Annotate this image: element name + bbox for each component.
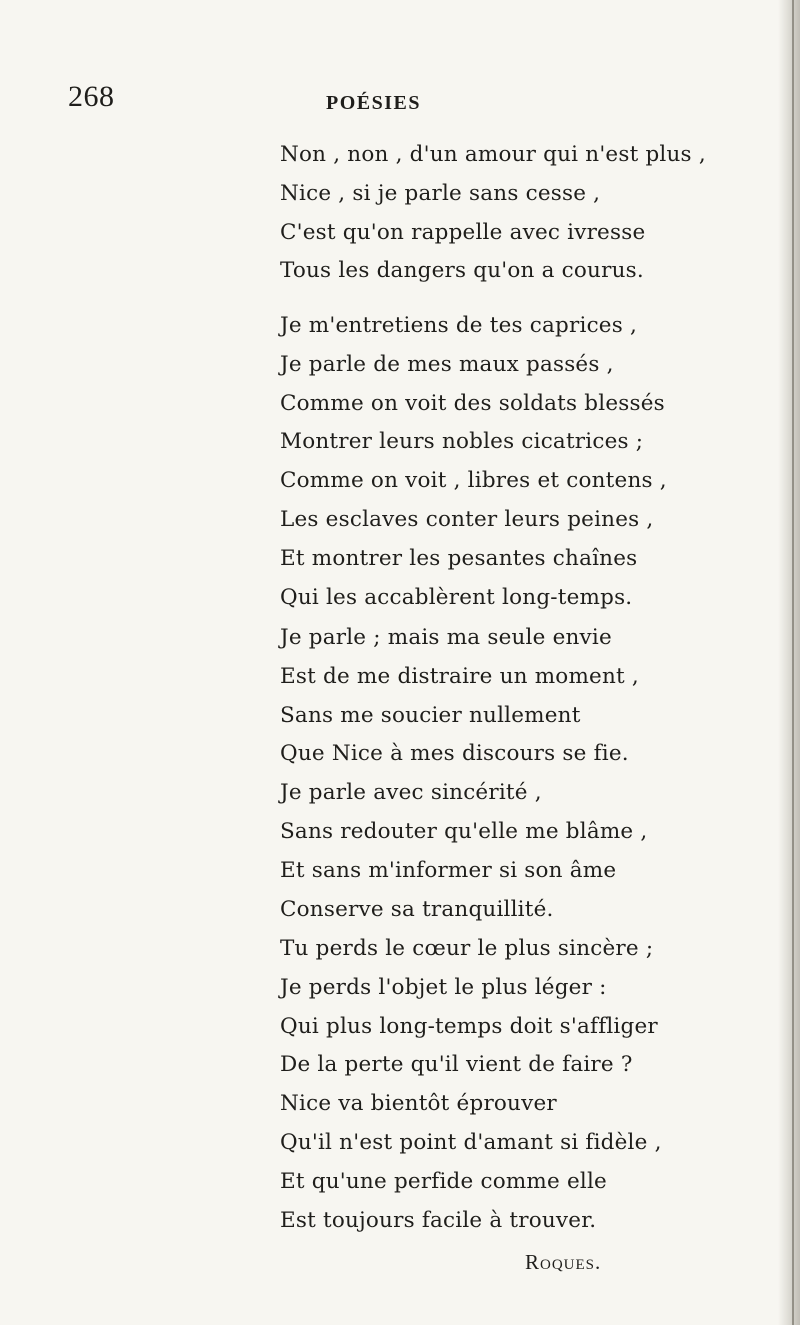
verse-line: Je parle avec sincérité ,	[280, 780, 542, 806]
stanza-4	[280, 930, 662, 1240]
verse-line: Qui plus long-temps doit s'affliger	[280, 1013, 658, 1039]
stanza-1	[280, 136, 706, 291]
verse-line: C'est qu'on rappelle avec ivresse	[280, 219, 646, 245]
running-title: POÉSIES	[326, 92, 421, 114]
verse-line: Je m'entretiens de tes caprices ,	[280, 313, 638, 338]
verse-line: Qu'il n'est point d'amant si fidèle ,	[280, 1129, 662, 1155]
verse-line: Je parle ; mais ma seule envie	[280, 625, 612, 650]
verse-line: Tous les dangers qu'on a courus.	[280, 258, 644, 284]
verse-line: Tu perds le cœur le plus sincère ;	[280, 936, 654, 961]
verse-line: Et montrer les pesantes chaînes	[280, 545, 638, 571]
page-edge-shadow	[778, 0, 800, 1325]
stanza-3	[280, 619, 647, 929]
verse-line: De la perte qu'il vient de faire ?	[280, 1052, 633, 1078]
author-signature: Roques.	[525, 1250, 602, 1274]
verse-line: Est toujours facile à trouver.	[280, 1207, 597, 1233]
verse-line: Sans redouter qu'elle me blâme ,	[280, 818, 648, 844]
verse-line: Est de me distraire un moment ,	[280, 663, 639, 689]
verse-line: Je perds l'objet le plus léger :	[280, 974, 607, 1000]
verse-line: Je parle de mes maux passés ,	[280, 351, 614, 377]
verse-line: Sans me soucier nullement	[280, 702, 581, 728]
verse-line: Que Nice à mes discours se fie.	[280, 741, 629, 767]
verse-line: Les esclaves conter leurs peines ,	[280, 506, 654, 532]
verse-line: Comme on voit des soldats blessés	[280, 390, 665, 416]
verse-line: Comme on voit , libres et contens ,	[280, 468, 667, 494]
verse-line: Qui les accablèrent long-temps.	[280, 584, 633, 610]
verse-line: Nice , si je parle sans cesse ,	[280, 180, 601, 206]
verse-line: Et sans m'informer si son âme	[280, 857, 617, 883]
verse-line: Nice va bientôt éprouver	[280, 1091, 557, 1117]
verse-line: Et qu'une perfide comme elle	[280, 1168, 607, 1194]
page-edge-line	[792, 0, 794, 1325]
stanza-2	[280, 307, 667, 617]
page-number: 268	[68, 80, 115, 113]
verse-line: Montrer leurs nobles cicatrices ;	[280, 429, 644, 455]
verse-line: Conserve sa tranquillité.	[280, 896, 554, 922]
verse-line: Non , non , d'un amour qui n'est plus ,	[280, 142, 706, 167]
